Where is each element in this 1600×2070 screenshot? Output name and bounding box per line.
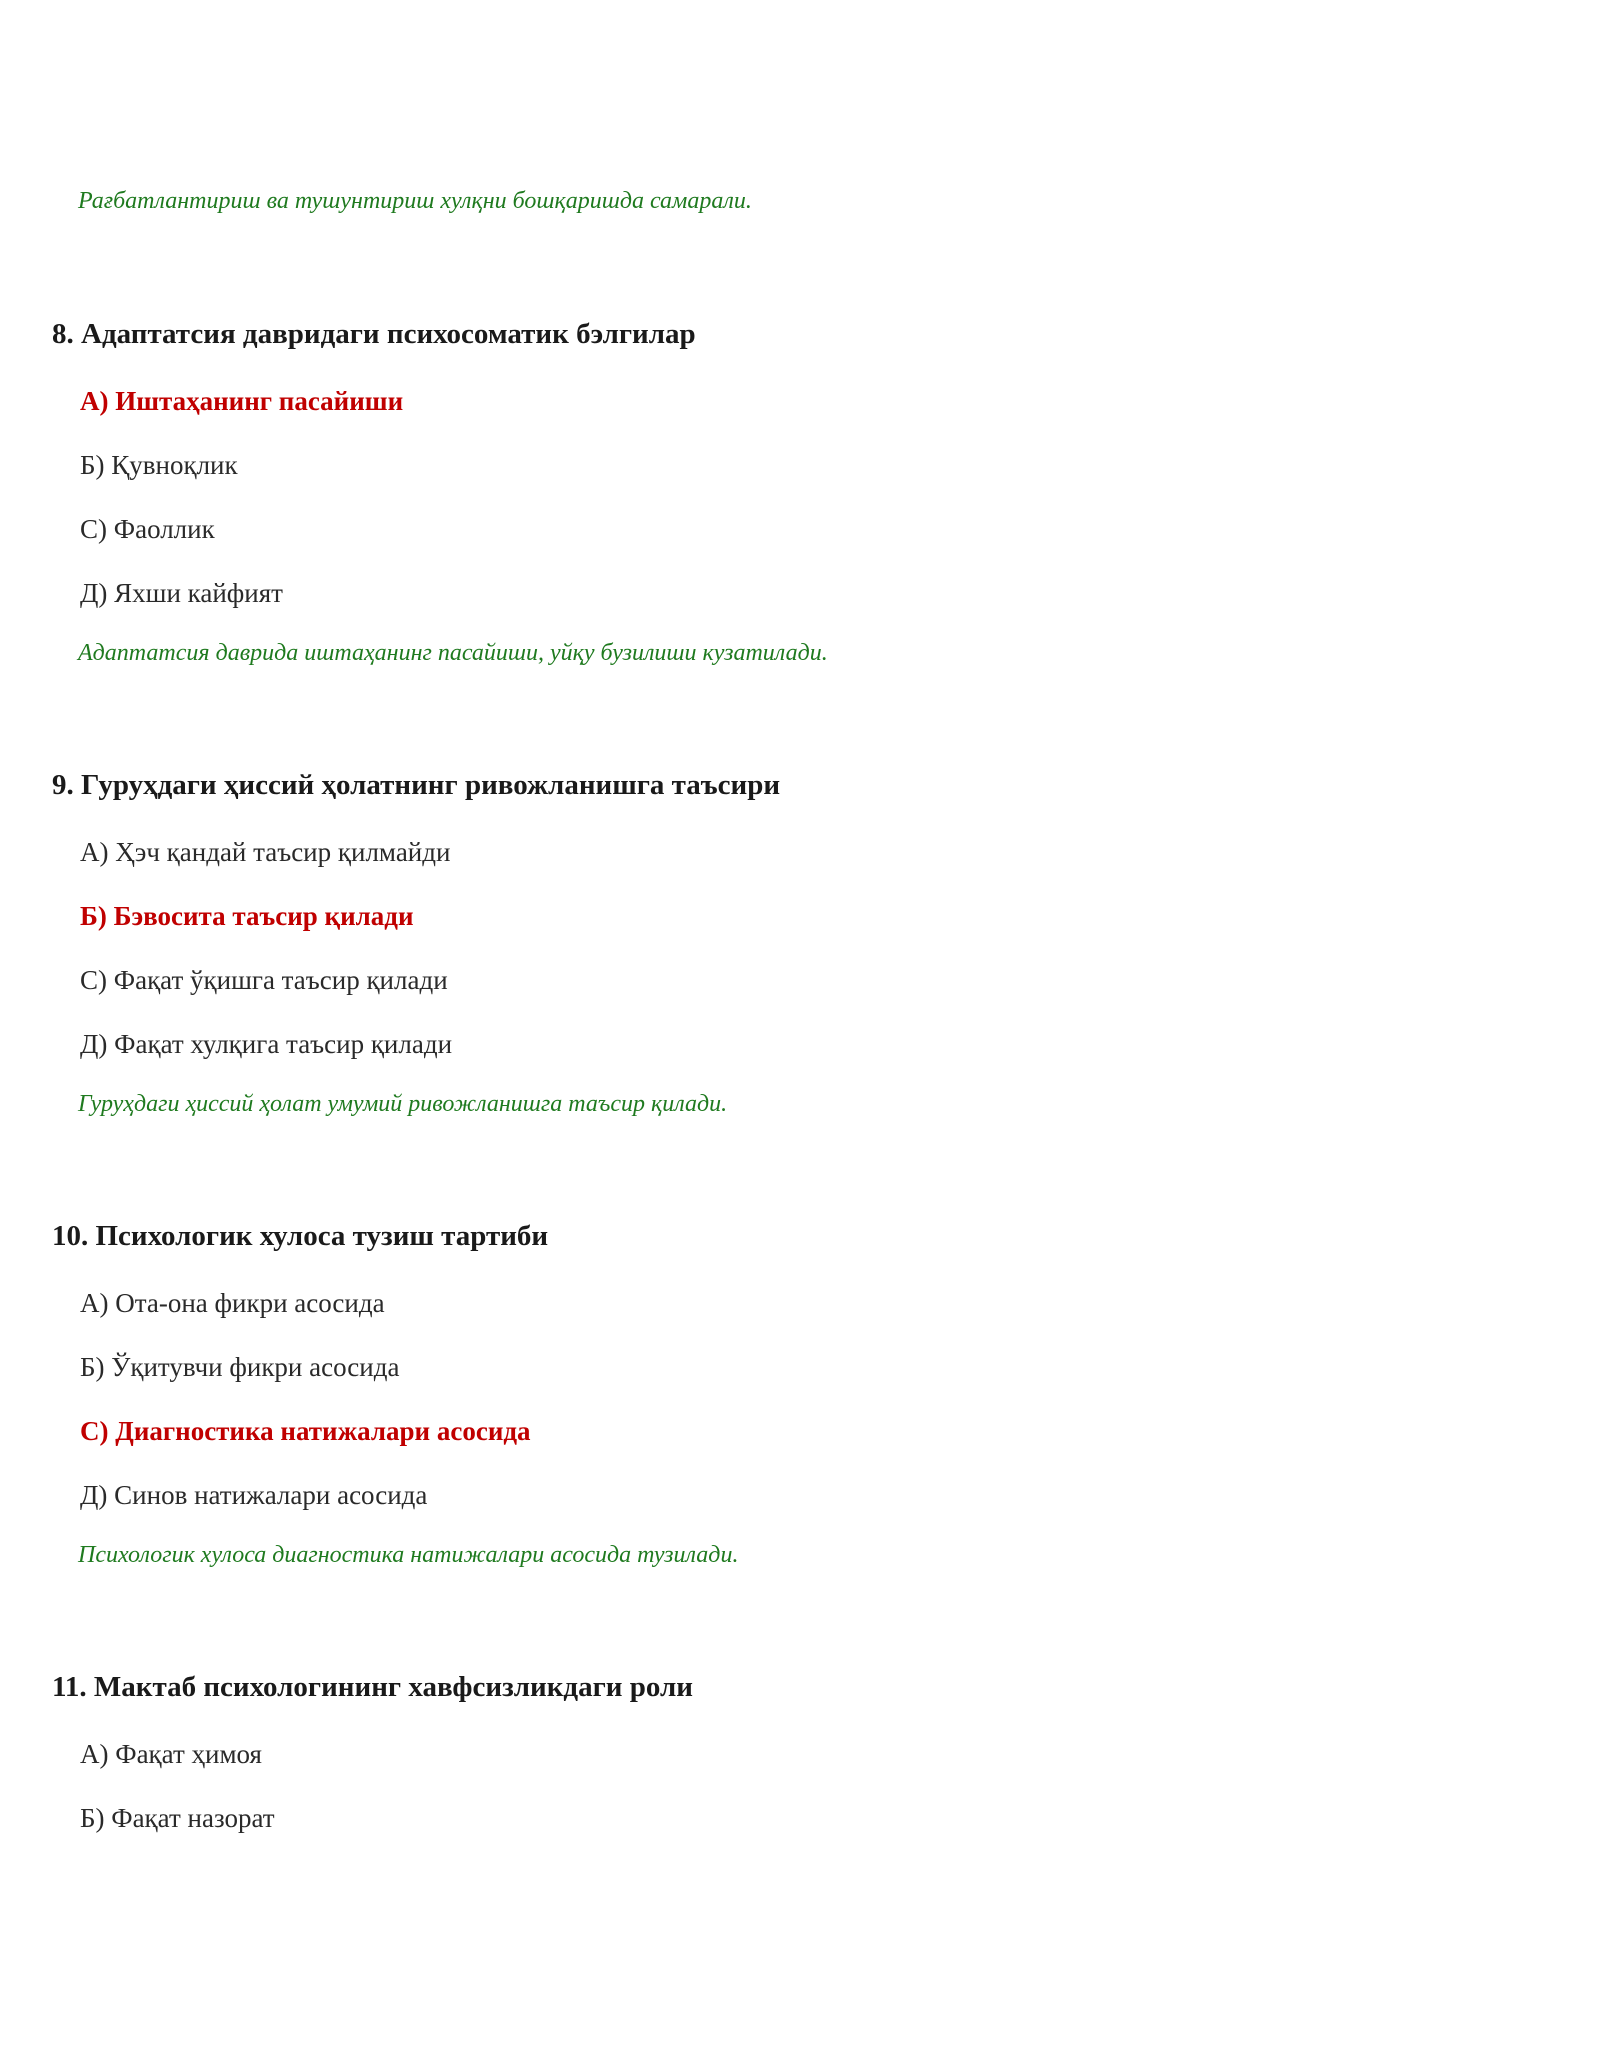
answer-explanation: Психологик хулоса диагностика натижалари асосида тузилади. [78, 1542, 739, 1568]
option-c: С) Фаоллик [80, 514, 215, 544]
option-c: С) Фақат ўқишга таъсир қилади [80, 965, 448, 995]
option-c-correct: С) Диагностика натижалари асосида [80, 1416, 531, 1446]
answer-explanation: Адаптатсия даврида иштаҳанинг пасайиши, уйқу бузилиши кузатилади. [78, 640, 828, 666]
option-d: Д) Синов натижалари асосида [80, 1480, 428, 1510]
option-d: Д) Яхши кайфият [80, 578, 283, 608]
option-b: Б) Ўқитувчи фикри асосида [80, 1352, 400, 1382]
option-b: Б) Қувноқлик [80, 450, 238, 480]
option-a: А) Ота-она фикри асосида [80, 1288, 385, 1318]
option-a-correct: А) Иштаҳанинг пасайиши [80, 386, 404, 416]
option-b: Б) Фақат назорат [80, 1803, 275, 1833]
previous-question-explanation: Рағбатлантириш ва тушунтириш хулқни бошқаришда самарали. [78, 188, 752, 214]
option-b-correct: Б) Бэвосита таъсир қилади [80, 901, 414, 931]
question-10 [52, 1218, 1552, 1570]
answer-explanation: Гуруҳдаги ҳиссий ҳолат умумий ривожланишга таъсир қилади. [78, 1091, 728, 1117]
question-title: 8. Адаптатсия давридаги психосоматик бэлгилар [52, 318, 696, 350]
question-title: 9. Гуруҳдаги ҳиссий ҳолатнинг ривожланишга таъсири [52, 769, 781, 801]
question-11 [52, 1669, 1552, 1865]
option-d: Д) Фақат хулқига таъсир қилади [80, 1029, 453, 1059]
question-9 [52, 767, 1552, 1119]
question-title: 11. Мактаб психологининг хавфсизликдаги роли [52, 1671, 693, 1703]
option-a: А) Фақат ҳимоя [80, 1739, 262, 1769]
option-a: А) Ҳэч қандай таъсир қилмайди [80, 837, 451, 867]
question-8 [52, 316, 1552, 668]
question-title: 10. Психологик хулоса тузиш тартиби [52, 1220, 549, 1252]
